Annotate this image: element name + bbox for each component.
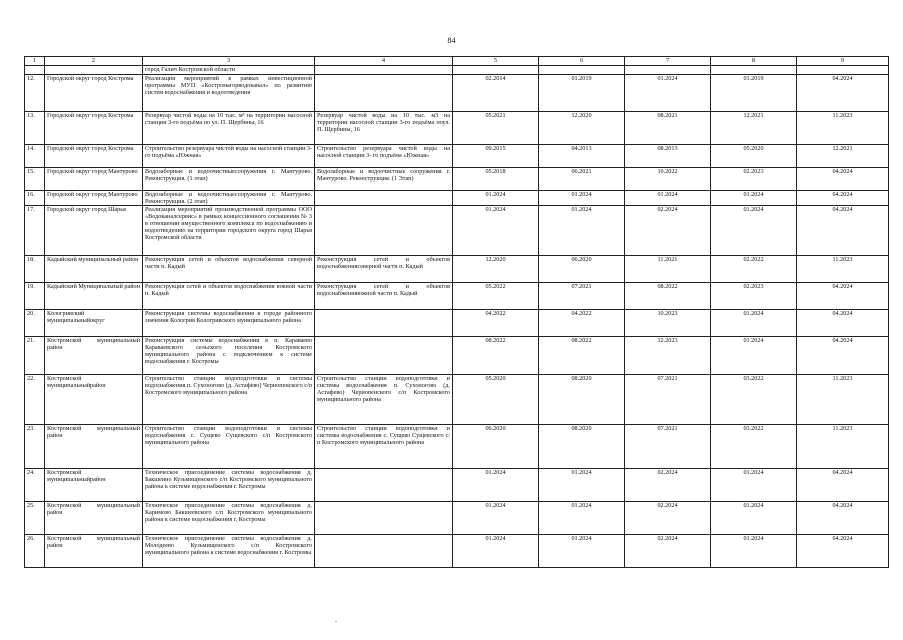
project-name: Резервуар чистой воды на 10 тыс. м³ на территории насосной станции 3-го подъёма по ул. П. Щербины, 16 <box>143 112 315 145</box>
date-col-6: 01.2019 <box>539 75 625 112</box>
header-cell: 5 <box>453 57 539 66</box>
funding-source: Резервуар чистой воды на 10 тыс. м3 на территории насосной станции 3-го подъёма поул. П. Щербины, 16 <box>315 112 453 145</box>
project-name: Техническое присоединение системы водоснабжения д. Каримово Бакшеевского с/п Костромского муниципального района к системе водоснабжения г. Костромы <box>143 502 315 535</box>
municipality: Костромской муниципальный район <box>45 337 143 375</box>
date-col-7: 08.2022 <box>625 283 711 310</box>
project-name: Строительство резервуара чистой воды на насосной станции 3-го подъёма «Южная» <box>143 145 315 168</box>
date-col-5: 05.2022 <box>453 283 539 310</box>
municipality: Костромской муниципальный район <box>45 535 143 568</box>
funding-source: Реконструкция сетей и объектов водоснабженияюжной части п. Кадый <box>315 283 453 310</box>
row-number: 25. <box>25 502 45 535</box>
date-col-7: 11.2021 <box>625 256 711 283</box>
date-col-8: 02.2023 <box>711 168 797 191</box>
header-cell: 8 <box>711 57 797 66</box>
schedule-table <box>24 56 889 568</box>
table-row <box>25 75 889 112</box>
row-number: 19. <box>25 283 45 310</box>
project-name: Строительство станции водоподготовки и системы водоснабжения с. Сущево Сущевского с/п Костромского муниципального района <box>143 425 315 469</box>
row-number: 24. <box>25 469 45 502</box>
date-col-6: 04.2013 <box>539 145 625 168</box>
funding-source: Строительство резервуара чистой воды на насосной станции 3- го подъёма «Южная» <box>315 145 453 168</box>
municipality: Городской округ город Шарья <box>45 206 143 256</box>
date-col-5: 08.2022 <box>453 337 539 375</box>
date-col-5: 01.2024 <box>453 502 539 535</box>
date-col-9: 04.2024 <box>797 337 889 375</box>
date-col-6: 08.2022 <box>539 337 625 375</box>
date-col-9: 04.2024 <box>797 469 889 502</box>
municipality: Городской округ город Мантурово <box>45 191 143 206</box>
date-col-6: 08.2020 <box>539 375 625 425</box>
date-col-5: 09.2015 <box>453 145 539 168</box>
project-name: Реконструкция сетей и объектов водоснабжения южной части п. Кадый <box>143 283 315 310</box>
date-col-8: 03.2022 <box>711 425 797 469</box>
municipality: Городской округ город Кострома <box>45 75 143 112</box>
date-col-5: 12.2020 <box>453 256 539 283</box>
date-col-7: 02.2024 <box>625 502 711 535</box>
date-col-7: 02.2024 <box>625 206 711 256</box>
municipality: Кадыйский Муниципальный район <box>45 283 143 310</box>
table-row <box>25 425 889 469</box>
date-col-8: 12.2021 <box>711 112 797 145</box>
date-col-6: 06.2020 <box>539 256 625 283</box>
funding-source <box>315 337 453 375</box>
funding-source <box>315 469 453 502</box>
date-col-5: 01.2024 <box>453 206 539 256</box>
date-col-9: 04.2024 <box>797 310 889 337</box>
row-number: 20. <box>25 310 45 337</box>
funding-source: Реконструкция сетей и объектов водоснабжениясеверной части п. Кадый <box>315 256 453 283</box>
date-col-8: 01.2024 <box>711 535 797 568</box>
date-col-7: 08.2013 <box>625 145 711 168</box>
date-col-9: 12.2021 <box>797 145 889 168</box>
municipality: Костромской муниципальныйрайон <box>45 469 143 502</box>
row-number: 13. <box>25 112 45 145</box>
date-col-6: 04.2022 <box>539 310 625 337</box>
row-number: 23. <box>25 425 45 469</box>
row-number: 17. <box>25 206 45 256</box>
funding-source: Строительство станции водоподготовки и системы водоснабжения с. Сущево Сущевского с/п Костромского муниципального района <box>315 425 453 469</box>
date-col-8: 01.2024 <box>711 191 797 206</box>
date-col-5: 02.2014 <box>453 75 539 112</box>
date-col-8: 01.2024 <box>711 469 797 502</box>
date-col-6: 01.2024 <box>539 469 625 502</box>
funding-source <box>315 206 453 256</box>
funding-source: Строительство станции водоподготовки и системы водоснабжения п. Сухоногово (д. Астафево) Чернопенского с/п Костромского муниципального района <box>315 375 453 425</box>
date-col-7: 10.2022 <box>625 168 711 191</box>
date-col-7: 02.2024 <box>625 535 711 568</box>
municipality: Городской округ город Кострома <box>45 145 143 168</box>
date-col-9: 11.2023 <box>797 112 889 145</box>
funding-source <box>315 310 453 337</box>
date-col-8: 02.2022 <box>711 256 797 283</box>
date-col-7: 01.2024 <box>625 191 711 206</box>
date-col-9: 04.2024 <box>797 283 889 310</box>
date-col-6: 01.2024 <box>539 206 625 256</box>
row-number: 16. <box>25 191 45 206</box>
header-cell: 4 <box>315 57 453 66</box>
funding-source <box>315 502 453 535</box>
date-col-8: 02.2023 <box>711 283 797 310</box>
header-cell: 6 <box>539 57 625 66</box>
row-number: 15. <box>25 168 45 191</box>
table-row <box>25 469 889 502</box>
project-name: Реализация мероприятий в рамках инвестиционной программы МУП «Костромагорводоканал» по развитию систем водоснабжения и водоотведения <box>143 75 315 112</box>
funding-source <box>315 535 453 568</box>
date-col-5: 01.2024 <box>453 535 539 568</box>
date-col-6: 08.2020 <box>539 425 625 469</box>
date-col-5: 04.2022 <box>453 310 539 337</box>
municipality: Костромской муниципальный район <box>45 502 143 535</box>
funding-source: Водозаборные и водоочистные сооружения г. Мантурово. Реконструкция. (1 Этап) <box>315 168 453 191</box>
date-col-9: 11.2023 <box>797 256 889 283</box>
table-row <box>25 310 889 337</box>
date-col-6: 01.2024 <box>539 535 625 568</box>
table-row <box>25 337 889 375</box>
date-col-5: 01.2024 <box>453 469 539 502</box>
project-name: Водозаборные и водоочистныесооружения г. Мантурово. Реконструкция. (2 этап) <box>143 191 315 206</box>
row-number: 22. <box>25 375 45 425</box>
date-col-9: 04.2024 <box>797 502 889 535</box>
row-number: 14. <box>25 145 45 168</box>
date-col-8: 01.2019 <box>711 75 797 112</box>
municipality: Кологривский муниципальныйокруг <box>45 310 143 337</box>
footer-mark: - <box>335 619 337 625</box>
date-col-7: 01.2024 <box>625 75 711 112</box>
date-col-9: 04.2024 <box>797 191 889 206</box>
header-cell: 1 <box>25 57 45 66</box>
date-col-9: 04.2024 <box>797 206 889 256</box>
date-col-8: 01.2024 <box>711 310 797 337</box>
date-col-7: 07.2021 <box>625 425 711 469</box>
date-col-6: 12.2020 <box>539 112 625 145</box>
date-col-7: 07.2021 <box>625 375 711 425</box>
project-name: Реконструкция системы водоснабжения в п. Караваево Караваевского сельского поселения Костромского муниципального района с подключением к системе водоснабжения г. Костромы <box>143 337 315 375</box>
date-col-6: 06.2021 <box>539 168 625 191</box>
table-row <box>25 283 889 310</box>
project-name: Реализация мероприятий производственной программы ООО «Водоканалсервис» в рамках концессионного соглашения № 3 в отношении имущественного комплекса по водоснабжению и водоотведению на территории городского округа город Шарья Костромской области <box>143 206 315 256</box>
date-col-5: 01.2024 <box>453 191 539 206</box>
row-number: 12. <box>25 75 45 112</box>
date-col-9: 11.2023 <box>797 425 889 469</box>
table-row <box>25 145 889 168</box>
funding-source <box>315 75 453 112</box>
table-row <box>25 112 889 145</box>
row-number: 21. <box>25 337 45 375</box>
municipality: Кадыйский муниципальный район <box>45 256 143 283</box>
header-cell: 9 <box>797 57 889 66</box>
header-cell: 7 <box>625 57 711 66</box>
project-name: Реконструкция системы водоснабжения в городе районного значения Кологрив Кологривского муниципального района <box>143 310 315 337</box>
date-col-7: 10.2023 <box>625 310 711 337</box>
project-name: Реконструкция сетей и объектов водоснабжения северной части п. Кадый <box>143 256 315 283</box>
table-row <box>25 535 889 568</box>
date-col-7: 02.2024 <box>625 469 711 502</box>
project-name: Строительство станции водоподготовки и системы водоснабжения п. Сухоногово (д. Астафево) Чернопенского с/п Костромского муниципального района <box>143 375 315 425</box>
project-name: Техническое присоединение системы водоснабжения д. Молодеево Кузьмищенского с/п Костромского муниципального района к системе водоснабжения г. Костромы <box>143 535 315 568</box>
date-col-7: 12.2023 <box>625 337 711 375</box>
date-col-6: 01.2024 <box>539 502 625 535</box>
header-row <box>25 57 889 66</box>
continuation-row <box>25 66 889 75</box>
date-col-7: 08.2021 <box>625 112 711 145</box>
date-col-8: 01.2024 <box>711 337 797 375</box>
date-col-6: 07.2021 <box>539 283 625 310</box>
page-number: 84 <box>447 36 456 45</box>
date-col-8: 05.2020 <box>711 145 797 168</box>
date-col-5: 05.2018 <box>453 168 539 191</box>
header-cell: 2 <box>45 57 143 66</box>
table-row <box>25 375 889 425</box>
table-row <box>25 502 889 535</box>
municipality: Костромской муниципальный район <box>45 425 143 469</box>
row-number: 26. <box>25 535 45 568</box>
date-col-9: 04.2024 <box>797 535 889 568</box>
funding-source <box>315 191 453 206</box>
date-col-9: 04.2024 <box>797 168 889 191</box>
date-col-8: 01.2024 <box>711 206 797 256</box>
table-row <box>25 168 889 191</box>
date-col-5: 06.2020 <box>453 425 539 469</box>
row-number: 18. <box>25 256 45 283</box>
municipality: Городской округ город Кострома <box>45 112 143 145</box>
date-col-9: 04.2024 <box>797 75 889 112</box>
date-col-6: 01.2024 <box>539 191 625 206</box>
date-col-5: 05.2020 <box>453 375 539 425</box>
header-cell: 3 <box>143 57 315 66</box>
continuation-text: город Галич Костромской области <box>143 66 315 75</box>
date-col-5: 05.2021 <box>453 112 539 145</box>
table-row <box>25 191 889 206</box>
municipality: Костромской муниципальныйрайон <box>45 375 143 425</box>
table-row <box>25 256 889 283</box>
project-name: Водозаборные и водоочистныесооружения г. Мантурово. Реконструкция. (1 этап) <box>143 168 315 191</box>
date-col-8: 03.2022 <box>711 375 797 425</box>
table-row <box>25 206 889 256</box>
municipality: Городской округ город Мантурово <box>45 168 143 191</box>
date-col-8: 01.2024 <box>711 502 797 535</box>
project-name: Техническое присоединение системы водоснабжения д. Бакшеино Кузьмищенского с/п Костромского муниципального района к системе водоснабжения г. Костромы <box>143 469 315 502</box>
date-col-9: 11.2023 <box>797 375 889 425</box>
